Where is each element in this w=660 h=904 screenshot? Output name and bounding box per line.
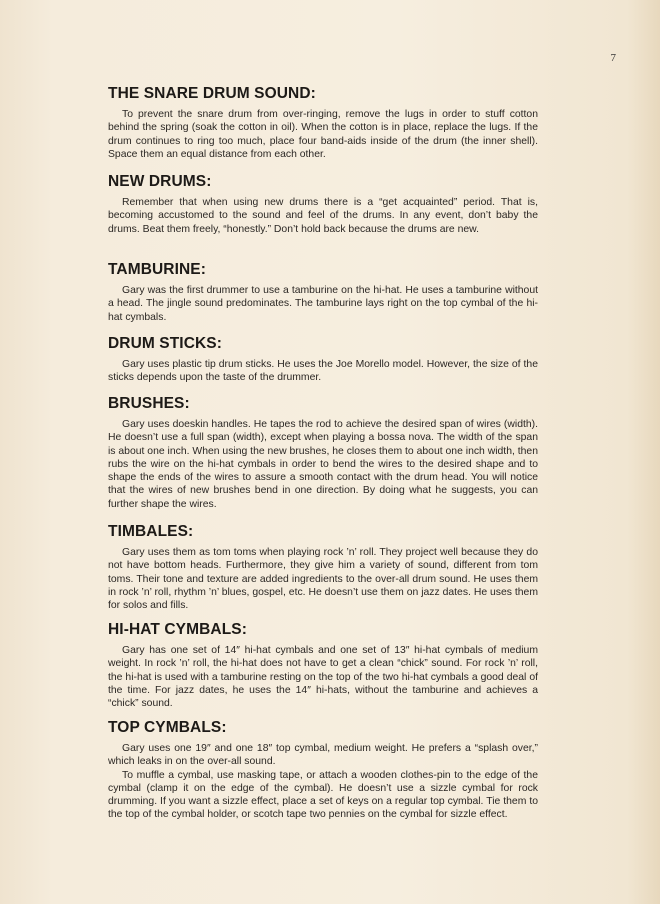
section-heading: THE SNARE DRUM SOUND: [108, 85, 316, 102]
section-paragraph: Gary uses them as tom toms when playing rock ’n’ roll. They project well because they do not have bottom heads. Furthermore, they give him a variety of sound, different from tom toms. Their tone and texture are added ingredients to the over-all drum sound. He uses them in rock ’n’ roll, rhythm ’n’ blues, gospel, etc. He doesn’t use them on jazz dates. He uses them for solos and fills. [108, 547, 538, 612]
section-snare-drum-sound [108, 84, 538, 172]
section-paragraph: Gary uses doeskin handles. He tapes the rod to achieve the desired span of wires (width). He doesn’t use a full span (width), except when playing a bossa nova. The width of the span is about one inch. When using the new brushes, he closes them to about one inch width, then rubs the wire on the hi-hat cymbals in order to bend the wires to the desired shape and to shape the ends of the wires to assure a smooth contact with the drum head. You will notice that the wires of new brushes bend in one direction. By doing what he suggests, you can further shape the wires. [108, 419, 538, 510]
section-paragraph: Remember that when using new drums there is a “get acquainted” period. That is, becoming accustomed to the sound and feel of the drums. In any event, don’t baby the drums. Beat them freely, “honestly.” Don’t hold back because the drums are new. [108, 197, 538, 235]
section-top-cymbals [108, 718, 538, 838]
section-paragraph: To muffle a cymbal, use masking tape, or attach a wooden clothes-pin to the edge of the cymbal (clamp it on the edge of the cymbal). He doesn’t use a sizzle cymbal for rock drumming. If you want a sizzle effect, place a set of keys on a regular top cymbal. Tie them to the top of the cymbal holder, or scotch tape two pennies on the cymbal for sizzle effect. [108, 769, 538, 821]
section-drum-sticks [108, 334, 538, 394]
section-heading: DRUM STICKS: [108, 335, 222, 352]
section-brushes [108, 394, 538, 522]
page-number: 7 [610, 52, 616, 64]
section-paragraph: To prevent the snare drum from over-ringing, remove the lugs in order to stuff cotton behind the spring (soak the cotton in oil). When the cotton is in place, replace the lugs. If the drum continues to ring too much, place four band-aids inside of the drum (the inner shell). Space them an equal distance from each other. [108, 109, 538, 160]
section-hi-hat-cymbals [108, 620, 538, 718]
section-heading: NEW DRUMS: [108, 173, 212, 190]
section-heading: TOP CYMBALS: [108, 719, 227, 736]
section-paragraph: Gary has one set of 14″ hi-hat cymbals and one set of 13″ hi-hat cymbals of medium weight. In rock ’n’ roll, the hi-hat does not have to get a clean “chick” sound. For rock ’n’ roll, the hi-hat is used with a tamburine resting on the top of the two hi-hat cymbals a good deal of the time. For jazz dates, he uses the 14″ hi-hats, without the tamburine and achieves a “chick” sound. [108, 645, 538, 710]
section-paragraph: Gary uses plastic tip drum sticks. He uses the Joe Morello model. However, the size of the sticks depends upon the taste of the drummer. [108, 359, 538, 384]
section-paragraph: Gary uses one 19″ and one 18″ top cymbal, medium weight. He prefers a “splash over,” which leaks in on the over-all sound. [108, 743, 538, 768]
page-content [108, 84, 538, 838]
section-heading: HI-HAT CYMBALS: [108, 621, 247, 638]
section-paragraph: Gary was the first drummer to use a tamburine on the hi-hat. He uses a tamburine without a head. The jingle sound predominates. The tamburine lays right on the top cymbal of the hi-hat cymbals. [108, 285, 538, 323]
section-heading: TIMBALES: [108, 523, 194, 540]
section-heading: BRUSHES: [108, 395, 190, 412]
section-tamburine [108, 260, 538, 334]
section-new-drums [108, 172, 538, 260]
section-heading: TAMBURINE: [108, 261, 207, 278]
section-timbales [108, 522, 538, 620]
